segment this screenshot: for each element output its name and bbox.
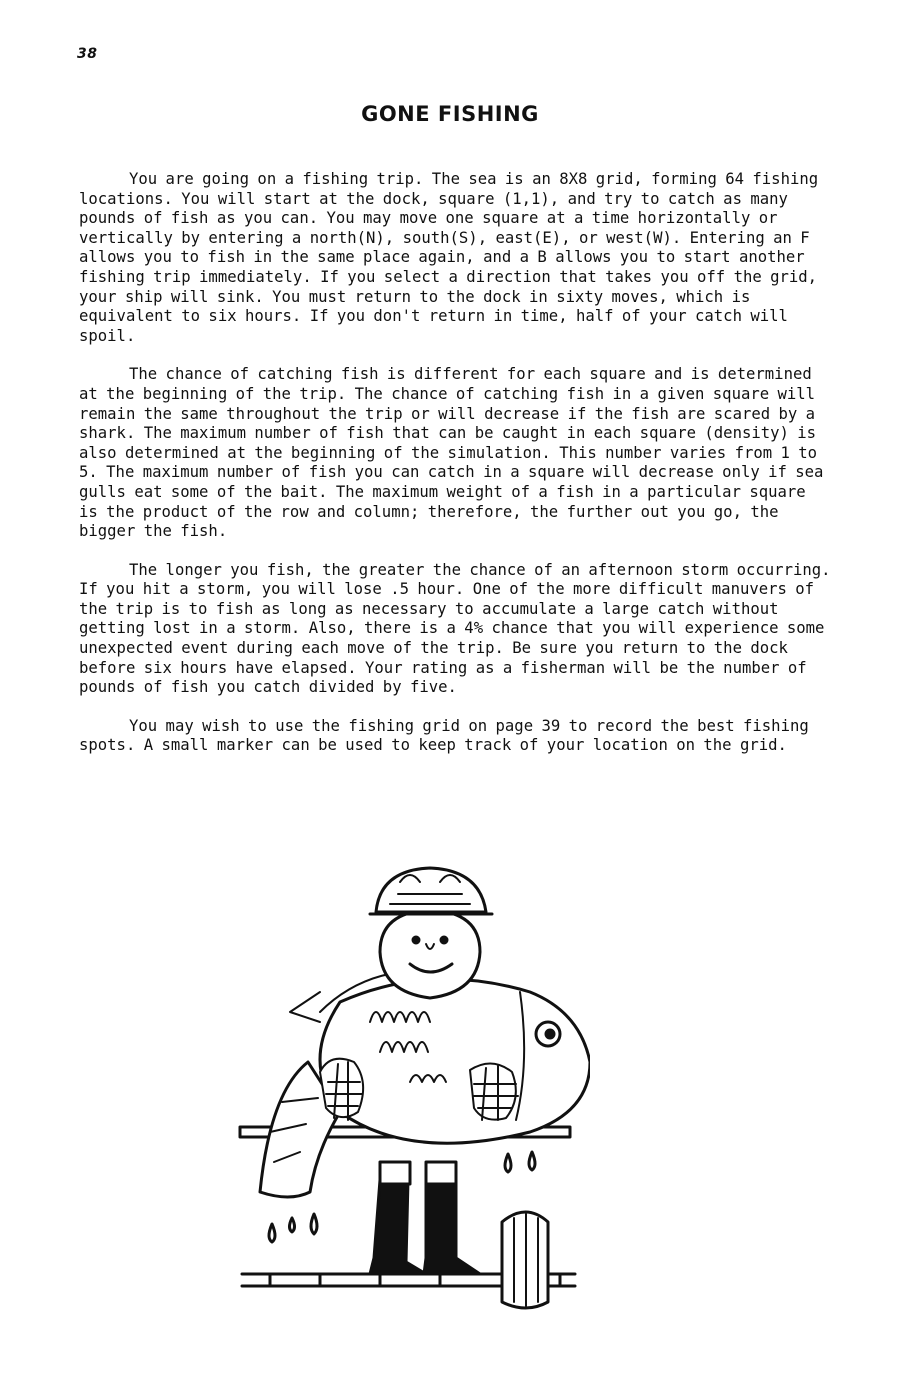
fisherman-head xyxy=(380,910,480,998)
fisherman-hat xyxy=(370,868,492,914)
page-title: GONE FISHING xyxy=(361,102,539,126)
page-number: 38 xyxy=(77,46,98,62)
paragraph-grid-tip: You may wish to use the fishing grid on page 39 to record the best fishing spots. A small marker can be used to keep track of your location on the grid. xyxy=(79,716,809,755)
paragraph-chance: The chance of catching fish is different for each square and is determined at the beginning of the trip. The chance of catching fish in a given square will remain the same throughout the trip or will decrease if the fish are scared by a shark. The maximum number of fish that can be caught in each square (density) is also determined at the beginning of the simulation. This number varies from 1 to 5. The maximum number of fish you can catch in a square will decrease only if sea gulls eat some of the bait. The maximum weight of a fish in a particular square is the product of the row and column; therefore, the further out you go, the bigger the fish. xyxy=(79,365,824,541)
paragraph-storm: The longer you fish, the greater the chance of an afternoon storm occurring. If you hit a storm, you will lose .5 hour. One of the more difficult manuvers of the trip is to fish as long as necessary to accumulate a large catch without getting lost in a storm. Also, there is a 4% chance that you will experience some unexpected event during each move of the trip. Be sure you return to the dock before six hours have elapsed. Your rating as a fisherman will be the number of pounds of fish you catch divided by five. xyxy=(79,560,831,697)
dock-post xyxy=(502,1212,548,1308)
legs xyxy=(380,1162,456,1184)
fisherman-illustration xyxy=(230,862,590,1322)
boots xyxy=(370,1180,480,1274)
paragraph-intro: You are going on a fishing trip. The sea is an 8X8 grid, forming 64 fishing locations. You will start at the dock, square (1,1), and try to catch as many pounds of fish as you can. You may move one square at a time horizontally or vertically by entering a north(N), south(S), east(E), or west(W). Entering an F allows you to fish in the same place again, and a B allows you to start another fishing trip immediately. If you select a direction that takes you off the grid, your ship will sink. You must return to the dock in sixty moves, which is equivalent to six hours. If you don't return in time, half of your catch will spoil. xyxy=(79,170,819,345)
body-text xyxy=(79,170,831,775)
